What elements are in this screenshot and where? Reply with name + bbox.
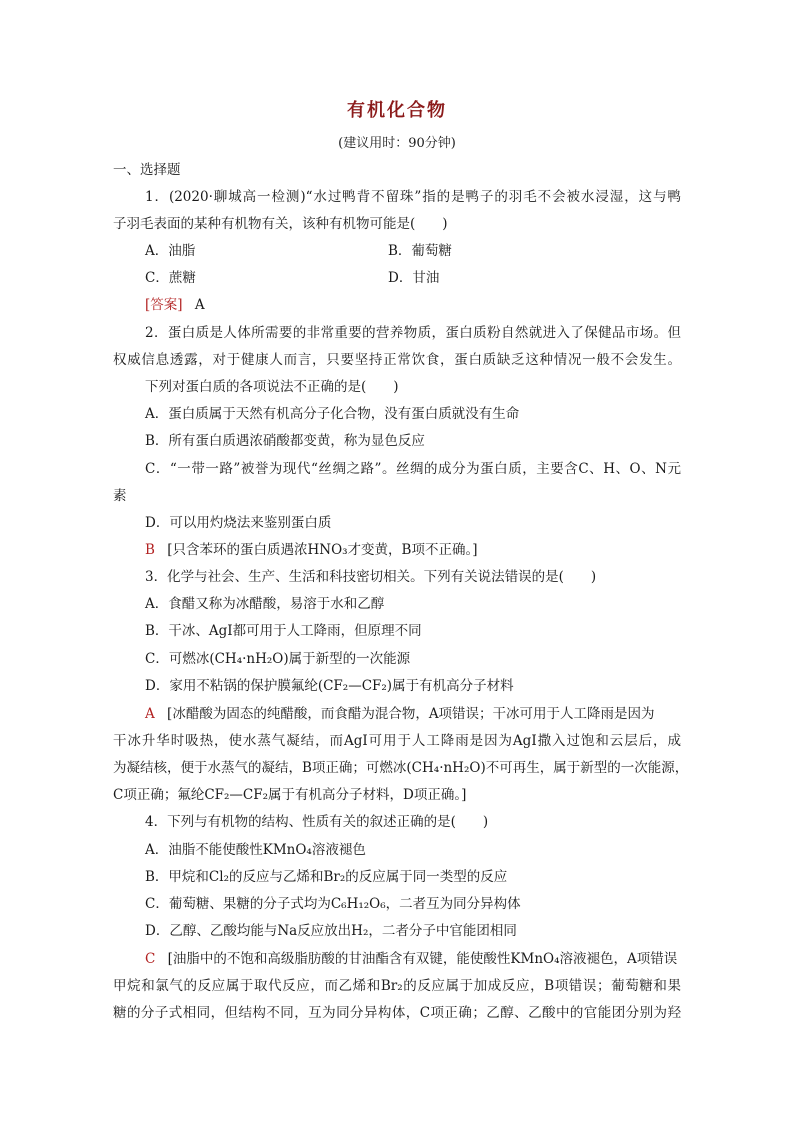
q2-option-b: B．所有蛋白质遇浓硝酸都变黄，称为显色反应 <box>145 433 425 449</box>
q4-option-a: A．油脂不能使酸性KMnO₄溶液褪色 <box>145 842 366 858</box>
q4-stem: 4．下列与有机物的结构、性质有关的叙述正确的是( ) <box>145 814 489 830</box>
q1-answer <box>145 295 205 315</box>
q2-explanation <box>145 540 478 560</box>
q3-option-c: C．可燃冰(CH₄·nH₂O)属于新型的一次能源 <box>145 651 411 667</box>
q2-option-d: D．可以用灼烧法来鉴别蛋白质 <box>145 515 332 531</box>
q1-option-d: D．甘油 <box>388 270 440 286</box>
answer-value: A <box>145 706 155 722</box>
q1-stem-line1: 1．(2020·聊城高一检测)“水过鸭背不留珠”指的是鸭子的羽毛不会被水浸湿，这与鸭 <box>145 189 681 205</box>
q4-option-d: D．乙醇、乙酸均能与Na反应放出H₂，二者分子中官能团相同 <box>145 923 517 939</box>
q4-option-c: C．葡萄糖、果糖的分子式均为C₆H₁₂O₆，二者互为同分异构体 <box>145 896 521 912</box>
q3-explanation-line3: 为凝结核，便于水蒸气的凝结，B项正确；可燃冰(CH₄·nH₂O)不可再生，属于新型的一次能源， <box>113 760 689 776</box>
q2-option-c-line2: 素 <box>113 488 127 504</box>
q3-stem: 3．化学与社会、生产、生活和科技密切相关。下列有关说法错误的是( ) <box>145 569 597 585</box>
answer-tag: [答案] <box>145 297 183 313</box>
q3-option-d: D．家用不粘锅的保护膜氟纶(CF₂—CF₂)属于有机高分子材料 <box>145 678 514 694</box>
suggested-time: (建议用时：90分钟) <box>338 136 456 151</box>
section-heading: 一、选择题 <box>113 162 181 178</box>
explanation-text: [只含苯环的蛋白质遇浓HNO₃才变黄，B项不正确。] <box>167 542 478 558</box>
page-title: 有机化合物 <box>347 100 447 121</box>
q2-option-c-line1: C．“一带一路”被誉为现代“丝绸之路”。丝绸的成分为蛋白质，主要含C、H、O、N元 <box>145 461 681 477</box>
answer-value: A <box>194 297 205 313</box>
q1-stem-line2: 子羽毛表面的某种有机物有关，该种有机物可能是( ) <box>113 216 448 232</box>
q2-stem-line3: 下列对蛋白质的各项说法不正确的是( ) <box>145 379 399 395</box>
answer-value: B <box>145 542 155 558</box>
q4-explanation-line2: 甲烷和氯气的反应属于取代反应，而乙烯和Br₂的反应属于加成反应，B项错误；葡萄糖和果 <box>113 978 681 994</box>
q2-option-a: A．蛋白质属于天然有机高分子化合物，没有蛋白质就没有生命 <box>145 406 520 422</box>
answer-value: C <box>145 951 156 967</box>
q3-explanation-line2: 干冰升华时吸热，使水蒸气凝结，而AgI可用于人工降雨是因为AgI撒入过饱和云层后，成 <box>113 733 681 749</box>
q2-stem-line2: 权威信息透露，对于健康人而言，只要坚持正常饮食，蛋白质缺乏这种情况一般不会发生。 <box>113 352 681 368</box>
q2-stem-line1: 2．蛋白质是人体所需要的非常重要的营养物质，蛋白质粉自然就进入了保健品市场。但 <box>145 325 681 341</box>
q1-option-a: A．油脂 <box>145 243 196 259</box>
q3-option-b: B．干冰、AgI都可用于人工降雨，但原理不同 <box>145 623 422 639</box>
q4-explanation-line3: 糖的分子式相同，但结构不同，互为同分异构体，C项正确；乙醇、乙酸中的官能团分别为羟 <box>113 1005 681 1021</box>
q1-option-b: B．葡萄糖 <box>388 243 452 259</box>
explanation-text: [油脂中的不饱和高级脂肪酸的甘油酯含有双键，能使酸性KMnO₄溶液褪色，A项错误 <box>167 951 678 967</box>
q1-option-c: C．蔗糖 <box>145 270 196 286</box>
q3-explanation-line4: C项正确；氟纶CF₂—CF₂属于有机高分子材料，D项正确。] <box>113 787 467 803</box>
q4-option-b: B．甲烷和Cl₂的反应与乙烯和Br₂的反应属于同一类型的反应 <box>145 869 508 885</box>
q4-explanation-line1 <box>145 949 677 969</box>
q3-option-a: A．食醋又称为冰醋酸，易溶于水和乙醇 <box>145 596 385 612</box>
q3-explanation-line1 <box>145 704 655 724</box>
explanation-text: [冰醋酸为固态的纯醋酸，而食醋为混合物，A项错误；干冰可用于人工降雨是因为 <box>167 706 655 722</box>
